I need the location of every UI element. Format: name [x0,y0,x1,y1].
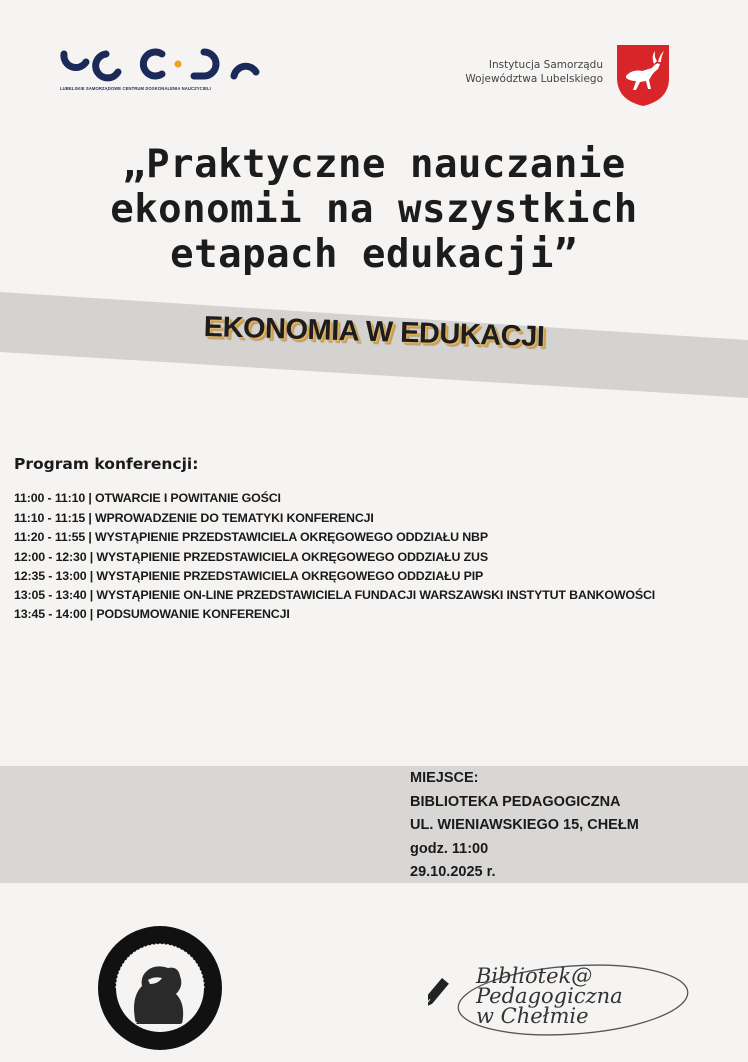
institution-line-2: Województwa Lubelskiego [465,73,603,85]
subtitle: EKONOMIA W EDUKACJI [203,310,545,354]
lscdn-subtitle: LUBELSKIE SAMORZĄDOWE CENTRUM DOSKONALENIA NAUCZYCIELI [60,86,211,91]
school-seal-icon [96,924,224,1052]
place-label: MIEJSCE: [410,770,479,786]
program-item: 13:05 - 13:40 | WYSTĄPIENIE ON-LINE PRZEDSTAWICIELA FUNDACJI WARSZAWSKI INSTYTUT BANKOWOŚCI [14,587,656,602]
lscdn-logo [58,44,263,94]
conference-title [40,142,708,277]
institution-name [465,58,603,86]
place-address: UL. WIENIAWSKIEGO 15, CHEŁM [410,817,639,833]
lubelskie-crest-icon [614,42,672,108]
library-logo [428,960,693,1050]
place-venue: BIBLIOTEKA PEDAGOGICZNA [410,793,621,810]
institution-line-1: Instytucja Samorządu [488,59,603,71]
place-info [410,767,639,885]
library-line-1: Bibliotek@ [476,964,593,988]
library-name [476,966,623,1026]
library-line-3: w Chełmie [476,1004,589,1028]
program-list [14,489,734,625]
program-item: 13:45 - 14:00 | PODSUMOWANIE KONFERENCJI [14,607,290,622]
title-line-2: ekonomii na wszystkich [110,187,638,232]
title-line-3: etapach edukacji” [170,232,578,277]
fountain-pen-icon [428,978,449,1011]
library-line-2: Pedagogiczna [476,984,623,1008]
program-item: 12:00 - 12:30 | WYSTĄPIENIE PRZEDSTAWICIELA OKRĘGOWEGO ODDZIAŁU ZUS [14,549,488,564]
program-item: 12:35 - 13:00 | WYSTĄPIENIE PRZEDSTAWICIELA OKRĘGOWEGO ODDZIAŁU PIP [14,569,484,584]
program-item: 11:20 - 11:55 | WYSTĄPIENIE PRZEDSTAWICIELA OKRĘGOWEGO ODDZIAŁU NBP [14,530,488,545]
title-line-1: „Praktyczne nauczanie [122,142,626,187]
program-heading: Program konferencji: [14,455,199,473]
program-item: 11:00 - 11:10 | OTWARCIE I POWITANIE GOŚCI [14,491,281,505]
program-item: 11:10 - 11:15 | WPROWADZENIE DO TEMATYKI KONFERENCJI [14,510,374,525]
lscdn-logo-mark [58,44,263,84]
place-time: godz. 11:00 [410,840,489,857]
place-date: 29.10.2025 r. [410,864,496,880]
